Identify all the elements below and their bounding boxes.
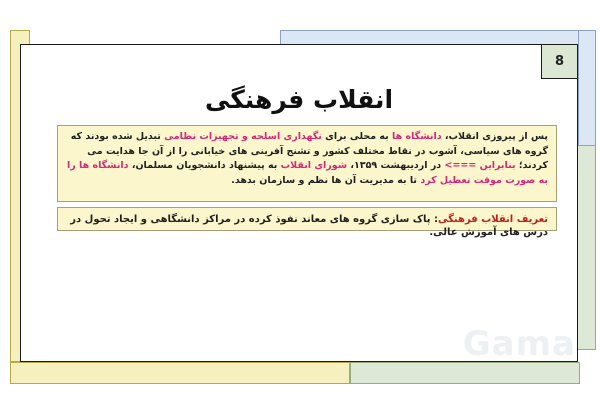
decorative-frame-green-bottom [350, 362, 580, 384]
paragraph-text: پس از پیروزی انقلاب، [441, 131, 548, 142]
decorative-frame-yellow-bottom [10, 362, 350, 384]
page-number: 8 [541, 45, 577, 79]
definition-text: : پاک سازی گروه های معاند نفوذ کرده در مراکز دانشگاهی و ایجاد تحول در درس های آموزش عالی. [70, 214, 548, 238]
paragraph-text: تبدیل شده بودند که گروه های سیاسی، آشوب در نقاط مختلف کشور و تشنج آفرینی های خیابانی را از آن جا هدایت می کردند؛ [70, 131, 548, 172]
gama-watermark-logo: Gama [462, 324, 576, 364]
slide [20, 44, 578, 362]
highlight-weapons-storage: نگهداری اسلحه و تجهیزات نظامی [164, 131, 322, 142]
decorative-frame-green-right [576, 145, 596, 350]
paragraph-text: تا به مدیریت آن ها نظم و سازمان بدهد. [231, 174, 421, 186]
slide-title: انقلاب فرهنگی [204, 85, 394, 114]
highlight-therefore: بنابراین ===> [444, 160, 516, 172]
paragraph-text: در اردیبهشت ۱۳۵۹، [347, 160, 445, 172]
paragraph-box [57, 125, 557, 202]
paragraph-text: به محلی برای [321, 131, 393, 142]
definition-term: تعریف انقلاب فرهنگی [438, 214, 548, 225]
definition-box [57, 207, 557, 238]
highlight-universities-closed: دانشگاه ها را به صورت موقت تعطیل کرد [66, 160, 548, 186]
highlight-revolution-council: شورای انقلاب [280, 160, 348, 172]
paragraph-text: به پیشنهاد دانشجویان مسلمان، [128, 160, 281, 172]
highlight-universities: دانشگاه ها [392, 131, 442, 142]
